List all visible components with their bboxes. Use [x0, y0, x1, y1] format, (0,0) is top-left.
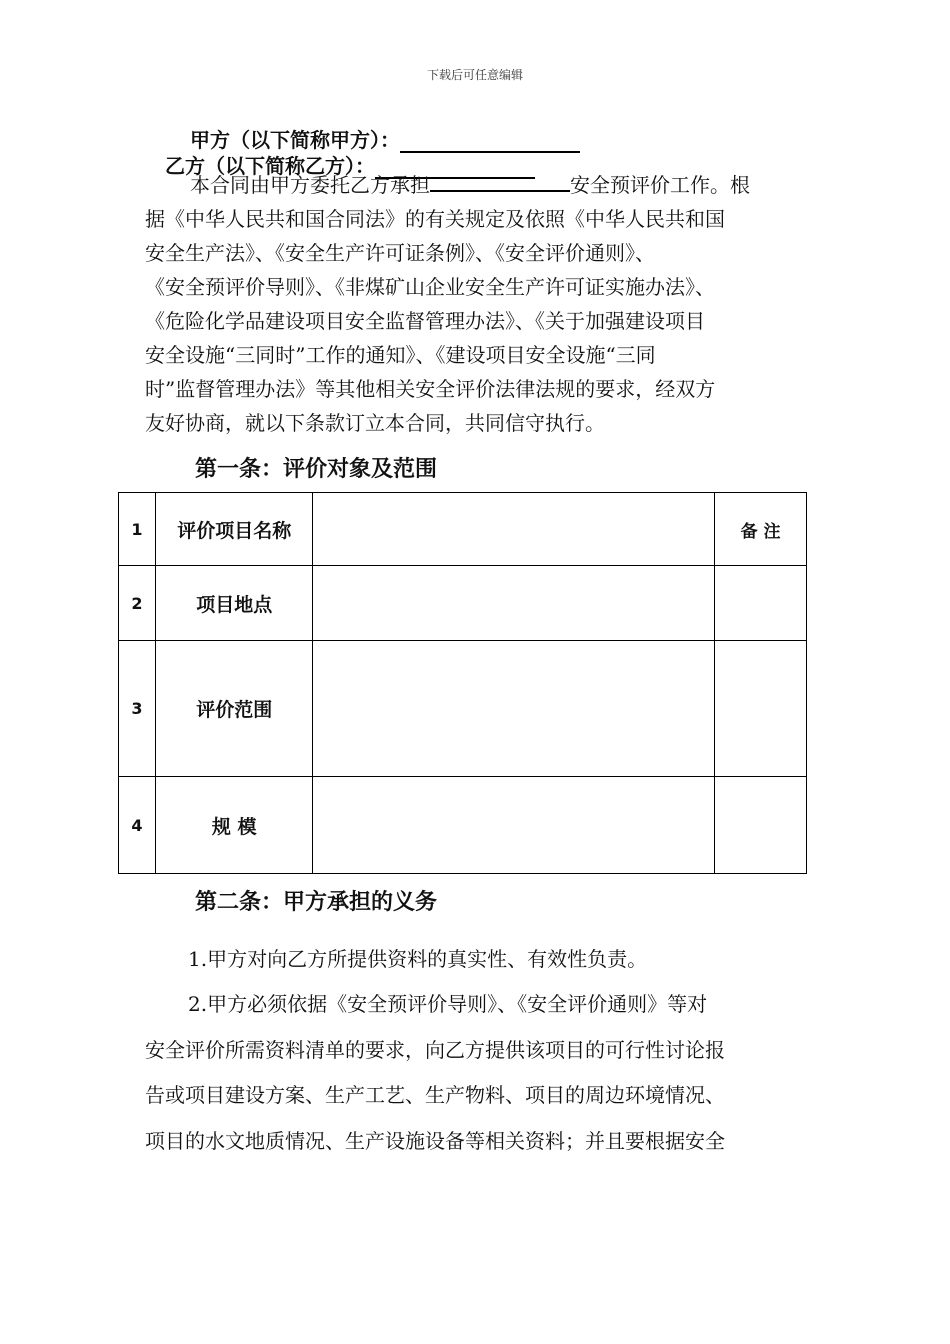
obligation-item-1: 1.甲方对向乙方所提供资料的真实性、有效性负责。	[188, 947, 648, 971]
intro-line: 时”监督管理办法》等其他相关安全评价法律法规的要求，经双方	[145, 377, 716, 401]
row-label: 规 模	[155, 777, 313, 874]
intro-line: 友好协商，就以下条款订立本合同，共同信守执行。	[145, 411, 605, 435]
party-a-label: 甲方（以下简称甲方）：	[190, 128, 400, 152]
project-name-blank[interactable]	[430, 172, 570, 192]
row-content-cell[interactable]	[313, 777, 715, 874]
row-content-cell[interactable]	[313, 493, 715, 566]
obligation-item-2-line: 安全评价所需资料清单的要求，向乙方提供该项目的可行性讨论报	[145, 1038, 725, 1062]
remarks-cell[interactable]	[715, 566, 807, 641]
row-number: 4	[119, 777, 156, 874]
intro-line: 据《中华人民共和国合同法》的有关规定及依照《中华人民共和国	[145, 207, 725, 231]
table-row	[119, 566, 807, 641]
party-a-line	[190, 124, 580, 153]
section1-title: 第一条：评价对象及范围	[195, 457, 438, 482]
intro-line: 安全生产法》、《安全生产许可证条例》、《安全评价通则》、	[145, 241, 655, 265]
intro-line: 安全设施“三同时”工作的通知》、《建设项目安全设施“三同	[145, 343, 656, 367]
row-label: 项目地点	[155, 566, 313, 641]
intro-line1-post: 安全预评价工作。根	[570, 173, 750, 197]
table-row	[119, 493, 807, 566]
section2-title: 第二条：甲方承担的义务	[195, 890, 438, 915]
evaluation-table	[118, 492, 807, 874]
obligation-item-2-line: 告或项目建设方案、生产工艺、生产物料、项目的周边环境情况、	[145, 1083, 725, 1107]
intro-line: 《安全预评价导则》、《非煤矿山企业安全生产许可证实施办法》、	[145, 275, 715, 299]
table-row	[119, 641, 807, 777]
obligation-item-2-line: 项目的水文地质情况、生产设施设备等相关资料；并且要根据安全	[145, 1129, 725, 1153]
intro-line1-pre: 本合同由甲方委托乙方承担	[190, 173, 430, 197]
row-number: 1	[119, 493, 156, 566]
intro-first-line	[145, 168, 805, 202]
intro-line: 《危险化学品建设项目安全监督管理办法》、《关于加强建设项目	[145, 309, 705, 333]
remarks-header: 备 注	[715, 493, 807, 566]
row-content-cell[interactable]	[313, 641, 715, 777]
intro-paragraph	[145, 168, 805, 440]
row-label: 评价范围	[155, 641, 313, 777]
row-content-cell[interactable]	[313, 566, 715, 641]
row-number: 2	[119, 566, 156, 641]
page-header: 下载后可任意编辑	[426, 68, 523, 82]
row-number: 3	[119, 641, 156, 777]
obligation-item-2-line: 2.甲方必须依据《安全预评价导则》、《安全评价通则》等对	[188, 992, 708, 1016]
party-b-label: 乙方（以下简称乙方）：	[165, 154, 375, 178]
table-row	[119, 777, 807, 874]
remarks-cell[interactable]	[715, 641, 807, 777]
row-label: 评价项目名称	[155, 493, 313, 566]
remarks-cell[interactable]	[715, 777, 807, 874]
